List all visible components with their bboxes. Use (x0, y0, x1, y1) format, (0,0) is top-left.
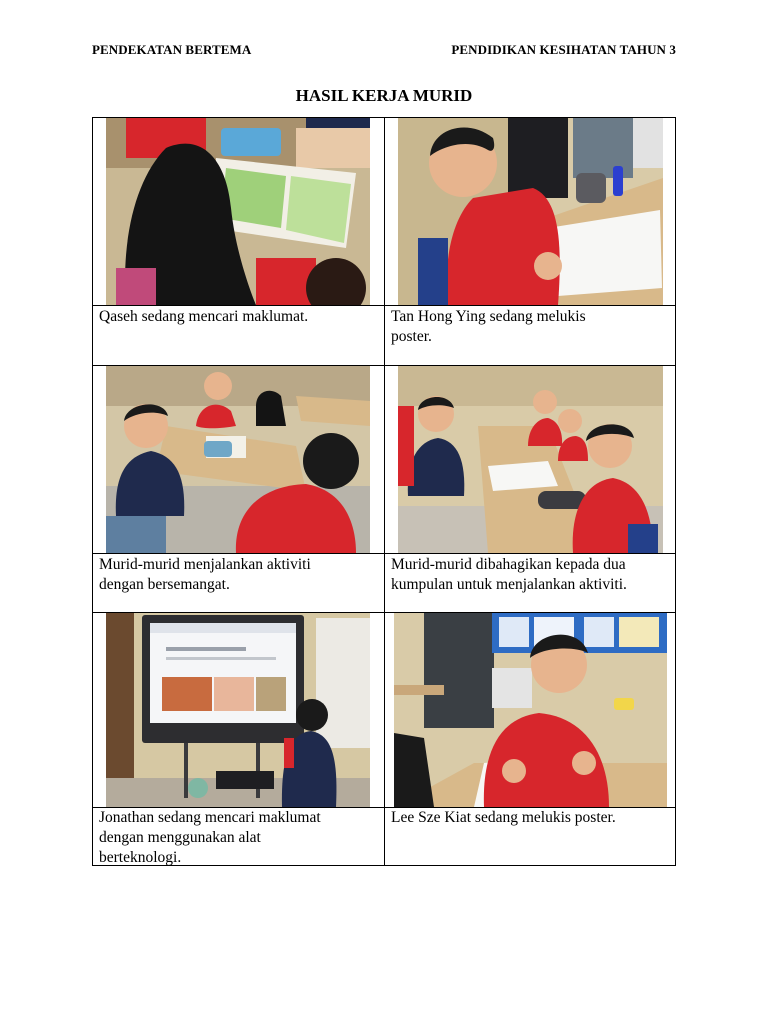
caption-cell: Murid-murid menjalankan aktiviti dengan bersemangat. (99, 556, 311, 593)
work-grid (92, 117, 676, 866)
student-smartboard-photo (106, 613, 370, 807)
caption-cell: Qaseh sedang mencari maklumat. (99, 308, 309, 325)
header-right: PENDIDIKAN KESIHATAN TAHUN 3 (451, 42, 676, 57)
caption-cell: Tan Hong Ying sedang melukis poster. (391, 308, 586, 345)
group-work-photo (398, 366, 663, 553)
grid-divider (93, 553, 675, 554)
header-left: PENDEKATAN BERTEMA (92, 42, 252, 57)
caption-cell: Lee Sze Kiat sedang melukis poster. (391, 809, 616, 826)
caption-cell: Murid-murid dibahagikan kepada dua kumpulan untuk menjalankan aktiviti. (391, 556, 627, 593)
student-reading-book-photo (106, 118, 370, 305)
student-drawing-poster-photo (398, 118, 663, 305)
student-drawing-photo (394, 613, 667, 807)
grid-divider (93, 305, 675, 306)
grid-divider-vertical (384, 118, 385, 865)
classroom-activity-photo (106, 366, 370, 553)
caption-cell: Jonathan sedang mencari maklumat dengan menggunakan alat berteknologi. (99, 809, 321, 866)
page-title: HASIL KERJA MURID (295, 86, 473, 105)
